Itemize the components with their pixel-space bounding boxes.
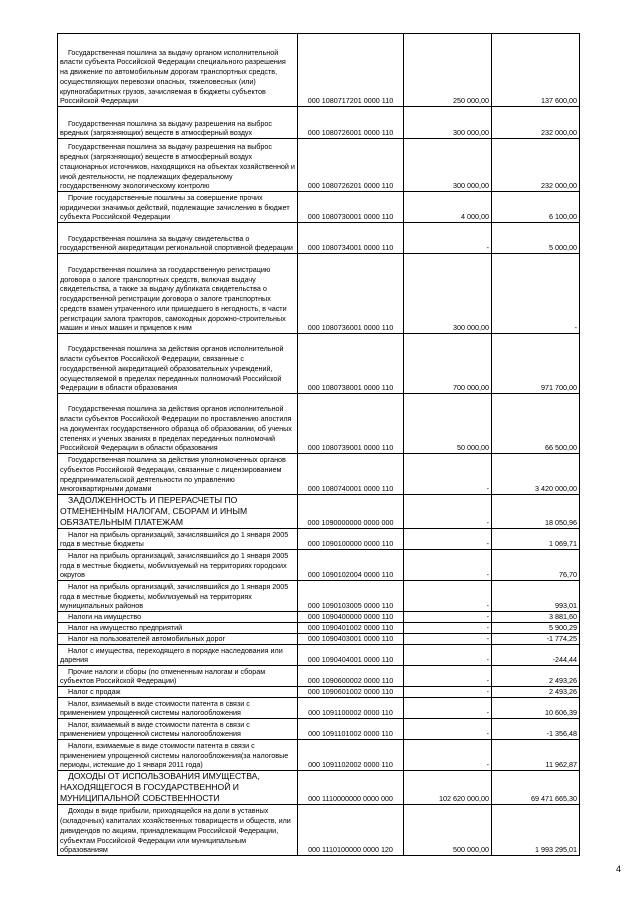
- table-row: [58, 634, 580, 645]
- row-name: Налоги на имущество: [58, 612, 298, 623]
- table-row: [58, 550, 580, 581]
- row-code: 000 1090400000 0000 110: [298, 612, 404, 623]
- table-row: [58, 623, 580, 634]
- row-fact: 993,01: [492, 581, 580, 612]
- row-fact: 2 493,26: [492, 687, 580, 698]
- table-row: [58, 645, 580, 666]
- row-plan: 300 000,00: [404, 139, 492, 192]
- row-name: Налог на прибыль организаций, зачислявшийся до 1 января 2005 года в местные бюджеты, мобилизуемый на территориях муниципальных районов: [58, 581, 298, 612]
- table-row: [58, 687, 580, 698]
- row-code: 000 1090401002 0000 110: [298, 623, 404, 634]
- row-fact: -1 356,48: [492, 719, 580, 740]
- row-fact: 232 000,00: [492, 107, 580, 139]
- row-name: Налог с продаж: [58, 687, 298, 698]
- row-fact: 66 500,00: [492, 394, 580, 454]
- row-plan: -: [404, 495, 492, 529]
- row-code: 000 1080738001 0000 110: [298, 334, 404, 394]
- row-name: Государственная пошлина за выдачу разрешения на выброс вредных (загрязняющих) веществ в атмосферный воздух: [58, 107, 298, 139]
- row-fact: 69 471 665,30: [492, 771, 580, 805]
- row-fact: 137 600,00: [492, 34, 580, 107]
- row-fact: 6 100,00: [492, 192, 580, 223]
- row-name: Государственная пошлина за действия органов исполнительной власти субъектов Российской Федерации, связанные с государственной аккредитацией образовательных учреждений, осуществляемой в пределах переданных полномочий Российской Федерации в области образования: [58, 334, 298, 394]
- row-code: 000 1080717201 0000 110: [298, 34, 404, 107]
- table-row: [58, 192, 580, 223]
- row-name: ДОХОДЫ ОТ ИСПОЛЬЗОВАНИЯ ИМУЩЕСТВА, НАХОДЯЩЕГОСЯ В ГОСУДАРСТВЕННОЙ И МУНИЦИПАЛЬНОЙ СОБСТВЕННОСТИ: [58, 771, 298, 805]
- row-fact: 3 420 000,00: [492, 454, 580, 495]
- row-fact: 971 700,00: [492, 334, 580, 394]
- row-code: 000 1090404001 0000 110: [298, 645, 404, 666]
- row-plan: 300 000,00: [404, 254, 492, 334]
- row-code: 000 1080734001 0000 110: [298, 223, 404, 254]
- row-name: Доходы в виде прибыли, приходящейся на доли в уставных (складочных) капиталах хозяйственных товариществ и обществ, или дивидендов по акциям, принадлежащим Российской Федерации, субъектам Российской Федерации или муниципальным образованиям: [58, 805, 298, 856]
- row-plan: -: [404, 454, 492, 495]
- row-plan: -: [404, 719, 492, 740]
- row-name: Государственная пошлина за государственную регистрацию договора о залоге транспортных средств, включая выдачу свидетельства, а также за выдачу дубликата свидетельства о государственной регистрации договора о залоге транспортных средств взамен утраченного или пришедшего в негодность, в части регистрации залога тракторов, самоходных дорожно-строительных машин и иных машин и прицепов к ним: [58, 254, 298, 334]
- row-code: 000 1080736001 0000 110: [298, 254, 404, 334]
- row-plan: -: [404, 634, 492, 645]
- row-plan: -: [404, 698, 492, 719]
- row-plan: -: [404, 223, 492, 254]
- row-fact: 2 493,26: [492, 666, 580, 687]
- row-code: 000 1110100000 0000 120: [298, 805, 404, 856]
- row-code: 000 1090103005 0000 110: [298, 581, 404, 612]
- table-row: [58, 529, 580, 550]
- table-row: [58, 666, 580, 687]
- row-name: Государственная пошлина за выдачу разрешения на выброс вредных (загрязняющих) веществ в атмосферный воздух стационарных источников, находящихся на объектах хозяйственной и иной деятельности, не подлежащих федеральному государственному экологическому контролю: [58, 139, 298, 192]
- row-plan: -: [404, 740, 492, 771]
- row-fact: 232 000,00: [492, 139, 580, 192]
- row-name: ЗАДОЛЖЕННОСТЬ И ПЕРЕРАСЧЕТЫ ПО ОТМЕНЕННЫМ НАЛОГАМ, СБОРАМ И ИНЫМ ОБЯЗАТЕЛЬНЫМ ПЛАТЕЖАМ: [58, 495, 298, 529]
- row-plan: -: [404, 612, 492, 623]
- row-plan: 4 000,00: [404, 192, 492, 223]
- row-code: 000 1091101002 0000 110: [298, 719, 404, 740]
- row-fact: 1 993 295,01: [492, 805, 580, 856]
- row-fact: 76,70: [492, 550, 580, 581]
- row-plan: 300 000,00: [404, 107, 492, 139]
- table-row: [58, 805, 580, 856]
- row-fact: 10 606,39: [492, 698, 580, 719]
- row-plan: 500 000,00: [404, 805, 492, 856]
- row-code: 000 1090601002 0000 110: [298, 687, 404, 698]
- row-plan: -: [404, 645, 492, 666]
- row-code: 000 1090000000 0000 000: [298, 495, 404, 529]
- row-code: 000 1080740001 0000 110: [298, 454, 404, 495]
- row-code: 000 1090102004 0000 110: [298, 550, 404, 581]
- row-fact: 18 050,96: [492, 495, 580, 529]
- table-row: [58, 139, 580, 192]
- row-code: 000 1090100000 0000 110: [298, 529, 404, 550]
- table-row: [58, 223, 580, 254]
- row-code: 000 1091102002 0000 110: [298, 740, 404, 771]
- row-plan: -: [404, 666, 492, 687]
- row-plan: -: [404, 529, 492, 550]
- table-row: [58, 454, 580, 495]
- row-code: 000 1090403001 0000 110: [298, 634, 404, 645]
- row-name: Налог на пользователей автомобильных дорог: [58, 634, 298, 645]
- row-plan: 250 000,00: [404, 34, 492, 107]
- revenue-table: [57, 33, 580, 856]
- row-plan: -: [404, 581, 492, 612]
- row-fact: 1 069,71: [492, 529, 580, 550]
- row-name: Государственная пошлина за выдачу свидетельства о государственной аккредитации региональной спортивной федерации: [58, 223, 298, 254]
- row-fact: 5 000,00: [492, 223, 580, 254]
- row-code: 000 1091100002 0000 110: [298, 698, 404, 719]
- table-row: [58, 719, 580, 740]
- row-plan: -: [404, 687, 492, 698]
- row-plan: 50 000,00: [404, 394, 492, 454]
- row-plan: -: [404, 550, 492, 581]
- row-plan: 102 620 000,00: [404, 771, 492, 805]
- row-code: 000 1090600002 0000 110: [298, 666, 404, 687]
- row-name: Прочие государственные пошлины за совершение прочих юридически значимых действий, подлежащие зачислению в бюджет субъекта Российской Федерации: [58, 192, 298, 223]
- row-code: 000 1080726201 0000 110: [298, 139, 404, 192]
- row-code: 000 1080730001 0000 110: [298, 192, 404, 223]
- row-fact: -1 774,25: [492, 634, 580, 645]
- row-name: Налог, взимаемый в виде стоимости патента в связи с применением упрощенной системы налогообложения: [58, 719, 298, 740]
- table-row: [58, 254, 580, 334]
- table-row: [58, 107, 580, 139]
- row-name: Налог на прибыль организаций, зачислявшийся до 1 января 2005 года в местные бюджеты: [58, 529, 298, 550]
- row-fact: 3 881,60: [492, 612, 580, 623]
- row-plan: 700 000,00: [404, 334, 492, 394]
- row-name: Налог на имущество предприятий: [58, 623, 298, 634]
- table-row: [58, 740, 580, 771]
- table-row: [58, 612, 580, 623]
- row-fact: -: [492, 254, 580, 334]
- table-row: [58, 334, 580, 394]
- row-name: Налог на прибыль организаций, зачислявшийся до 1 января 2005 года в местные бюджеты, мобилизуемый на территориях городских округов: [58, 550, 298, 581]
- row-code: 000 1080739001 0000 110: [298, 394, 404, 454]
- row-name: Прочие налоги и сборы (по отмененным налогам и сборам субъектов Российской Федерации): [58, 666, 298, 687]
- row-fact: -244,44: [492, 645, 580, 666]
- table-row: [58, 771, 580, 805]
- row-plan: -: [404, 623, 492, 634]
- row-name: Государственная пошлина за действия уполномоченных органов субъектов Российской Федерации, связанные с лицензированием предпринимательской деятельности по управлению многоквартирными домами: [58, 454, 298, 495]
- table-row: [58, 394, 580, 454]
- page-number: 4: [616, 864, 622, 874]
- row-fact: 11 962,87: [492, 740, 580, 771]
- row-name: Налог с имущества, переходящего в порядке наследования или дарения: [58, 645, 298, 666]
- row-name: Государственная пошлина за действия органов исполнительной власти субъектов Российской Федерации по проставлению апостиля на документах государственного образца об образовании, об ученых степенях и ученых званиях в пределах переданных полномочий Российской Федерации в области образования: [58, 394, 298, 454]
- table-row: [58, 698, 580, 719]
- row-code: 000 1110000000 0000 000: [298, 771, 404, 805]
- table-row: [58, 495, 580, 529]
- table-row: [58, 581, 580, 612]
- row-name: Государственная пошлина за выдачу органом исполнительной власти субъекта Российской Федерации специального разрешения на движение по автомобильным дорогам транспортных средств, осуществляющих перевозки опасных, тяжеловесных (или) крупногабаритных грузов, зачисляемая в бюджеты субъектов Российской Федерации: [58, 34, 298, 107]
- table-row: [58, 34, 580, 107]
- row-name: Налог, взимаемый в виде стоимости патента в связи с применением упрощенной системы налогообложения: [58, 698, 298, 719]
- row-code: 000 1080726001 0000 110: [298, 107, 404, 139]
- row-name: Налоги, взимаемые в виде стоимости патента в связи с применением упрощенной системы налогообложения(за налоговые периоды, истекшие до 1 января 2011 года): [58, 740, 298, 771]
- row-fact: 5 900,29: [492, 623, 580, 634]
